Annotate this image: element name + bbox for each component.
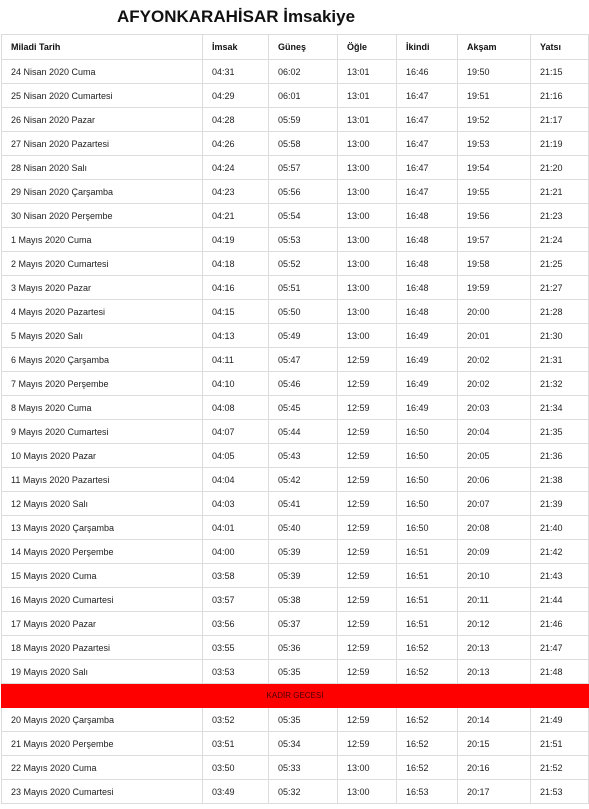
aksam-cell: 19:58 bbox=[458, 252, 531, 276]
yatsi-cell: 21:16 bbox=[531, 84, 589, 108]
table-row bbox=[2, 396, 589, 420]
table-row bbox=[2, 444, 589, 468]
date-cell: 7 Mayıs 2020 Perşembe bbox=[2, 372, 203, 396]
ogle-cell: 12:59 bbox=[338, 420, 397, 444]
gunes-cell: 05:56 bbox=[269, 180, 338, 204]
ikindi-cell: 16:48 bbox=[397, 228, 458, 252]
ogle-cell: 13:00 bbox=[338, 132, 397, 156]
ogle-cell: 12:59 bbox=[338, 660, 397, 684]
column-header-ikindi: İkindi bbox=[397, 35, 458, 60]
imsak-cell: 04:08 bbox=[203, 396, 269, 420]
gunes-cell: 05:51 bbox=[269, 276, 338, 300]
yatsi-cell: 21:48 bbox=[531, 660, 589, 684]
ikindi-cell: 16:50 bbox=[397, 420, 458, 444]
date-cell: 26 Nisan 2020 Pazar bbox=[2, 108, 203, 132]
ikindi-cell: 16:52 bbox=[397, 660, 458, 684]
ogle-cell: 12:59 bbox=[338, 492, 397, 516]
date-cell: 21 Mayıs 2020 Perşembe bbox=[2, 732, 203, 756]
ogle-cell: 12:59 bbox=[338, 540, 397, 564]
aksam-cell: 20:12 bbox=[458, 612, 531, 636]
gunes-cell: 05:49 bbox=[269, 324, 338, 348]
table-row bbox=[2, 540, 589, 564]
date-cell: 20 Mayıs 2020 Çarşamba bbox=[2, 708, 203, 732]
table-row bbox=[2, 516, 589, 540]
imsak-cell: 04:13 bbox=[203, 324, 269, 348]
ikindi-cell: 16:49 bbox=[397, 372, 458, 396]
ogle-cell: 12:59 bbox=[338, 564, 397, 588]
yatsi-cell: 21:49 bbox=[531, 708, 589, 732]
table-row bbox=[2, 492, 589, 516]
column-header-yatsi: Yatsı bbox=[531, 35, 589, 60]
gunes-cell: 05:35 bbox=[269, 660, 338, 684]
yatsi-cell: 21:21 bbox=[531, 180, 589, 204]
yatsi-cell: 21:38 bbox=[531, 468, 589, 492]
date-cell: 14 Mayıs 2020 Perşembe bbox=[2, 540, 203, 564]
ikindi-cell: 16:51 bbox=[397, 612, 458, 636]
page-title: AFYONKARAHİSAR İmsakiye bbox=[117, 7, 356, 26]
yatsi-cell: 21:46 bbox=[531, 612, 589, 636]
gunes-cell: 05:52 bbox=[269, 252, 338, 276]
yatsi-cell: 21:42 bbox=[531, 540, 589, 564]
table-row bbox=[2, 156, 589, 180]
ikindi-cell: 16:49 bbox=[397, 348, 458, 372]
ikindi-cell: 16:48 bbox=[397, 252, 458, 276]
yatsi-cell: 21:52 bbox=[531, 756, 589, 780]
aksam-cell: 20:08 bbox=[458, 516, 531, 540]
date-cell: 15 Mayıs 2020 Cuma bbox=[2, 564, 203, 588]
ogle-cell: 12:59 bbox=[338, 348, 397, 372]
ikindi-cell: 16:49 bbox=[397, 396, 458, 420]
aksam-cell: 20:02 bbox=[458, 372, 531, 396]
aksam-cell: 20:04 bbox=[458, 420, 531, 444]
gunes-cell: 05:47 bbox=[269, 348, 338, 372]
yatsi-cell: 21:43 bbox=[531, 564, 589, 588]
imsak-cell: 04:16 bbox=[203, 276, 269, 300]
aksam-cell: 20:02 bbox=[458, 348, 531, 372]
date-cell: 10 Mayıs 2020 Pazar bbox=[2, 444, 203, 468]
ikindi-cell: 16:47 bbox=[397, 156, 458, 180]
ikindi-cell: 16:50 bbox=[397, 516, 458, 540]
aksam-cell: 20:00 bbox=[458, 300, 531, 324]
gunes-cell: 05:46 bbox=[269, 372, 338, 396]
table-row bbox=[2, 636, 589, 660]
date-cell: 28 Nisan 2020 Salı bbox=[2, 156, 203, 180]
ogle-cell: 13:00 bbox=[338, 228, 397, 252]
table-row bbox=[2, 348, 589, 372]
gunes-cell: 05:35 bbox=[269, 708, 338, 732]
ikindi-cell: 16:53 bbox=[397, 780, 458, 804]
ogle-cell: 13:00 bbox=[338, 756, 397, 780]
gunes-cell: 06:01 bbox=[269, 84, 338, 108]
ogle-cell: 12:59 bbox=[338, 468, 397, 492]
date-cell: 25 Nisan 2020 Cumartesi bbox=[2, 84, 203, 108]
imsak-cell: 03:50 bbox=[203, 756, 269, 780]
imsak-cell: 04:31 bbox=[203, 60, 269, 84]
aksam-cell: 20:07 bbox=[458, 492, 531, 516]
aksam-cell: 19:54 bbox=[458, 156, 531, 180]
imsak-cell: 03:53 bbox=[203, 660, 269, 684]
table-row bbox=[2, 468, 589, 492]
date-cell: 17 Mayıs 2020 Pazar bbox=[2, 612, 203, 636]
imsak-cell: 04:18 bbox=[203, 252, 269, 276]
yatsi-cell: 21:23 bbox=[531, 204, 589, 228]
table-row bbox=[2, 228, 589, 252]
ogle-cell: 13:00 bbox=[338, 300, 397, 324]
yatsi-cell: 21:34 bbox=[531, 396, 589, 420]
imsak-cell: 04:04 bbox=[203, 468, 269, 492]
date-cell: 23 Mayıs 2020 Cumartesi bbox=[2, 780, 203, 804]
table-row bbox=[2, 132, 589, 156]
ikindi-cell: 16:47 bbox=[397, 132, 458, 156]
date-cell: 11 Mayıs 2020 Pazartesi bbox=[2, 468, 203, 492]
date-cell: 27 Nisan 2020 Pazartesi bbox=[2, 132, 203, 156]
aksam-cell: 20:01 bbox=[458, 324, 531, 348]
aksam-cell: 19:59 bbox=[458, 276, 531, 300]
yatsi-cell: 21:40 bbox=[531, 516, 589, 540]
column-header-imsak: İmsak bbox=[203, 35, 269, 60]
kadir-gecesi-label: KADİR GECESİ bbox=[2, 684, 589, 708]
gunes-cell: 05:33 bbox=[269, 756, 338, 780]
kadir-gecesi-row bbox=[2, 684, 589, 708]
ikindi-cell: 16:47 bbox=[397, 180, 458, 204]
date-cell: 3 Mayıs 2020 Pazar bbox=[2, 276, 203, 300]
gunes-cell: 05:40 bbox=[269, 516, 338, 540]
gunes-cell: 05:45 bbox=[269, 396, 338, 420]
ikindi-cell: 16:49 bbox=[397, 324, 458, 348]
ogle-cell: 12:59 bbox=[338, 396, 397, 420]
table-row bbox=[2, 564, 589, 588]
table-header-row bbox=[2, 35, 589, 60]
aksam-cell: 20:11 bbox=[458, 588, 531, 612]
ogle-cell: 13:00 bbox=[338, 324, 397, 348]
yatsi-cell: 21:51 bbox=[531, 732, 589, 756]
aksam-cell: 20:14 bbox=[458, 708, 531, 732]
date-cell: 30 Nisan 2020 Perşembe bbox=[2, 204, 203, 228]
yatsi-cell: 21:44 bbox=[531, 588, 589, 612]
gunes-cell: 05:57 bbox=[269, 156, 338, 180]
gunes-cell: 05:59 bbox=[269, 108, 338, 132]
ogle-cell: 12:59 bbox=[338, 612, 397, 636]
yatsi-cell: 21:19 bbox=[531, 132, 589, 156]
ogle-cell: 13:00 bbox=[338, 156, 397, 180]
date-cell: 12 Mayıs 2020 Salı bbox=[2, 492, 203, 516]
imsak-cell: 04:29 bbox=[203, 84, 269, 108]
date-cell: 16 Mayıs 2020 Cumartesi bbox=[2, 588, 203, 612]
ikindi-cell: 16:47 bbox=[397, 108, 458, 132]
yatsi-cell: 21:28 bbox=[531, 300, 589, 324]
imsak-cell: 04:23 bbox=[203, 180, 269, 204]
table-body-before bbox=[2, 60, 589, 684]
column-header-ogle: Öğle bbox=[338, 35, 397, 60]
date-cell: 24 Nisan 2020 Cuma bbox=[2, 60, 203, 84]
yatsi-cell: 21:47 bbox=[531, 636, 589, 660]
imsak-cell: 04:26 bbox=[203, 132, 269, 156]
ikindi-cell: 16:51 bbox=[397, 540, 458, 564]
table-row bbox=[2, 588, 589, 612]
date-cell: 18 Mayıs 2020 Pazartesi bbox=[2, 636, 203, 660]
gunes-cell: 06:02 bbox=[269, 60, 338, 84]
imsak-cell: 04:05 bbox=[203, 444, 269, 468]
date-cell: 2 Mayıs 2020 Cumartesi bbox=[2, 252, 203, 276]
imsak-cell: 04:28 bbox=[203, 108, 269, 132]
gunes-cell: 05:37 bbox=[269, 612, 338, 636]
ogle-cell: 13:01 bbox=[338, 108, 397, 132]
gunes-cell: 05:39 bbox=[269, 540, 338, 564]
imsak-cell: 04:01 bbox=[203, 516, 269, 540]
imsak-cell: 03:52 bbox=[203, 708, 269, 732]
ogle-cell: 12:59 bbox=[338, 516, 397, 540]
table-row bbox=[2, 612, 589, 636]
imsak-cell: 04:00 bbox=[203, 540, 269, 564]
table-row bbox=[2, 756, 589, 780]
aksam-cell: 20:06 bbox=[458, 468, 531, 492]
ikindi-cell: 16:50 bbox=[397, 492, 458, 516]
gunes-cell: 05:44 bbox=[269, 420, 338, 444]
date-cell: 22 Mayıs 2020 Cuma bbox=[2, 756, 203, 780]
imsak-cell: 04:10 bbox=[203, 372, 269, 396]
ikindi-cell: 16:48 bbox=[397, 204, 458, 228]
table-row bbox=[2, 372, 589, 396]
imsak-cell: 04:03 bbox=[203, 492, 269, 516]
aksam-cell: 20:05 bbox=[458, 444, 531, 468]
imsak-cell: 04:21 bbox=[203, 204, 269, 228]
aksam-cell: 19:56 bbox=[458, 204, 531, 228]
ogle-cell: 12:59 bbox=[338, 636, 397, 660]
aksam-cell: 20:13 bbox=[458, 660, 531, 684]
table-row bbox=[2, 252, 589, 276]
aksam-cell: 20:15 bbox=[458, 732, 531, 756]
date-cell: 19 Mayıs 2020 Salı bbox=[2, 660, 203, 684]
aksam-cell: 19:57 bbox=[458, 228, 531, 252]
gunes-cell: 05:39 bbox=[269, 564, 338, 588]
table-row bbox=[2, 180, 589, 204]
table-row bbox=[2, 780, 589, 804]
ogle-cell: 13:00 bbox=[338, 204, 397, 228]
ikindi-cell: 16:50 bbox=[397, 468, 458, 492]
imsakiye-table bbox=[1, 34, 589, 804]
table-row bbox=[2, 324, 589, 348]
date-cell: 8 Mayıs 2020 Cuma bbox=[2, 396, 203, 420]
ikindi-cell: 16:50 bbox=[397, 444, 458, 468]
table-row bbox=[2, 84, 589, 108]
aksam-cell: 20:16 bbox=[458, 756, 531, 780]
ikindi-cell: 16:52 bbox=[397, 636, 458, 660]
table-row bbox=[2, 732, 589, 756]
aksam-cell: 19:55 bbox=[458, 180, 531, 204]
table-row bbox=[2, 300, 589, 324]
ikindi-cell: 16:52 bbox=[397, 708, 458, 732]
imsak-cell: 04:07 bbox=[203, 420, 269, 444]
imsak-cell: 03:55 bbox=[203, 636, 269, 660]
date-cell: 5 Mayıs 2020 Salı bbox=[2, 324, 203, 348]
table-row bbox=[2, 204, 589, 228]
yatsi-cell: 21:20 bbox=[531, 156, 589, 180]
gunes-cell: 05:53 bbox=[269, 228, 338, 252]
ogle-cell: 13:00 bbox=[338, 780, 397, 804]
ogle-cell: 13:01 bbox=[338, 60, 397, 84]
imsak-cell: 04:24 bbox=[203, 156, 269, 180]
ogle-cell: 12:59 bbox=[338, 732, 397, 756]
date-cell: 1 Mayıs 2020 Cuma bbox=[2, 228, 203, 252]
aksam-cell: 20:03 bbox=[458, 396, 531, 420]
ogle-cell: 12:59 bbox=[338, 444, 397, 468]
ogle-cell: 12:59 bbox=[338, 588, 397, 612]
yatsi-cell: 21:30 bbox=[531, 324, 589, 348]
yatsi-cell: 21:36 bbox=[531, 444, 589, 468]
aksam-cell: 20:13 bbox=[458, 636, 531, 660]
gunes-cell: 05:38 bbox=[269, 588, 338, 612]
table-row bbox=[2, 420, 589, 444]
gunes-cell: 05:36 bbox=[269, 636, 338, 660]
yatsi-cell: 21:31 bbox=[531, 348, 589, 372]
aksam-cell: 19:52 bbox=[458, 108, 531, 132]
ikindi-cell: 16:51 bbox=[397, 588, 458, 612]
table-body-special bbox=[2, 684, 589, 708]
ogle-cell: 12:59 bbox=[338, 708, 397, 732]
gunes-cell: 05:50 bbox=[269, 300, 338, 324]
column-header-aksam: Akşam bbox=[458, 35, 531, 60]
yatsi-cell: 21:15 bbox=[531, 60, 589, 84]
table-row bbox=[2, 276, 589, 300]
gunes-cell: 05:54 bbox=[269, 204, 338, 228]
aksam-cell: 19:51 bbox=[458, 84, 531, 108]
imsak-cell: 04:19 bbox=[203, 228, 269, 252]
yatsi-cell: 21:32 bbox=[531, 372, 589, 396]
ikindi-cell: 16:47 bbox=[397, 84, 458, 108]
imsak-cell: 03:57 bbox=[203, 588, 269, 612]
aksam-cell: 20:09 bbox=[458, 540, 531, 564]
ogle-cell: 13:00 bbox=[338, 180, 397, 204]
date-cell: 13 Mayıs 2020 Çarşamba bbox=[2, 516, 203, 540]
column-header-gunes: Güneş bbox=[269, 35, 338, 60]
ikindi-cell: 16:48 bbox=[397, 300, 458, 324]
yatsi-cell: 21:17 bbox=[531, 108, 589, 132]
imsak-cell: 03:51 bbox=[203, 732, 269, 756]
ikindi-cell: 16:51 bbox=[397, 564, 458, 588]
imsak-cell: 04:15 bbox=[203, 300, 269, 324]
aksam-cell: 20:17 bbox=[458, 780, 531, 804]
ikindi-cell: 16:52 bbox=[397, 732, 458, 756]
table-row bbox=[2, 660, 589, 684]
imsak-cell: 03:58 bbox=[203, 564, 269, 588]
date-cell: 4 Mayıs 2020 Pazartesi bbox=[2, 300, 203, 324]
yatsi-cell: 21:27 bbox=[531, 276, 589, 300]
table-body-after bbox=[2, 708, 589, 804]
ogle-cell: 13:01 bbox=[338, 84, 397, 108]
imsak-cell: 03:56 bbox=[203, 612, 269, 636]
gunes-cell: 05:58 bbox=[269, 132, 338, 156]
imsak-cell: 04:11 bbox=[203, 348, 269, 372]
date-cell: 29 Nisan 2020 Çarşamba bbox=[2, 180, 203, 204]
table-row bbox=[2, 108, 589, 132]
date-cell: 9 Mayıs 2020 Cumartesi bbox=[2, 420, 203, 444]
gunes-cell: 05:43 bbox=[269, 444, 338, 468]
yatsi-cell: 21:53 bbox=[531, 780, 589, 804]
gunes-cell: 05:34 bbox=[269, 732, 338, 756]
aksam-cell: 19:53 bbox=[458, 132, 531, 156]
yatsi-cell: 21:39 bbox=[531, 492, 589, 516]
gunes-cell: 05:42 bbox=[269, 468, 338, 492]
aksam-cell: 20:10 bbox=[458, 564, 531, 588]
yatsi-cell: 21:25 bbox=[531, 252, 589, 276]
imsak-cell: 03:49 bbox=[203, 780, 269, 804]
yatsi-cell: 21:24 bbox=[531, 228, 589, 252]
column-header-date: Miladi Tarih bbox=[2, 35, 203, 60]
ikindi-cell: 16:46 bbox=[397, 60, 458, 84]
yatsi-cell: 21:35 bbox=[531, 420, 589, 444]
ogle-cell: 12:59 bbox=[338, 372, 397, 396]
ikindi-cell: 16:52 bbox=[397, 756, 458, 780]
ogle-cell: 13:00 bbox=[338, 252, 397, 276]
gunes-cell: 05:32 bbox=[269, 780, 338, 804]
ogle-cell: 13:00 bbox=[338, 276, 397, 300]
ikindi-cell: 16:48 bbox=[397, 276, 458, 300]
table-row bbox=[2, 708, 589, 732]
date-cell: 6 Mayıs 2020 Çarşamba bbox=[2, 348, 203, 372]
gunes-cell: 05:41 bbox=[269, 492, 338, 516]
aksam-cell: 19:50 bbox=[458, 60, 531, 84]
table-row bbox=[2, 60, 589, 84]
